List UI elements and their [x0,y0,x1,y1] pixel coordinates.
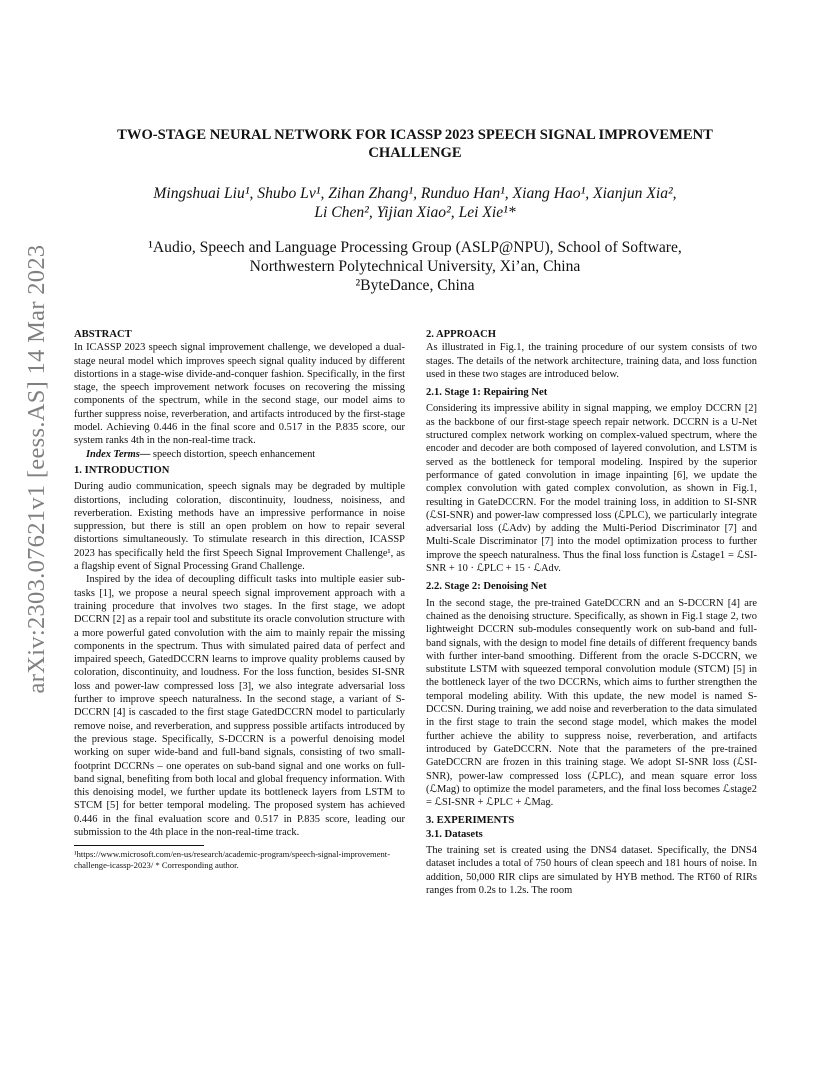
section-2-1-text: Considering its impressive ability in signal mapping, we employ DCCRN [2] as the backbone of our first-stage speech repair network. DCCRN is a U-Net structured complex network working on complex-valued spectrum, where the encoder and decoder are both composed of layered convolution, and LSTM is served as the bottleneck for temporal modeling. Inspired by the superior performance of gated convolution in image inpainting [6], we update the complex convolution with gated complex convolution, as shown in Fig.1, resulting in GateDCCRN. For the model training loss, in addition to SI-SNR (ℒSI-SNR) and power-law compressed loss (ℒPLC), we particularly integrate adversarial loss (ℒAdv) by adding the Multi-Period Discriminator [7] and Multi-Scale Discriminator [7] into the model optimization process to further improve the speech naturalness. Thus the final loss function is ℒstage1 = ℒSI-SNR + 10 · ℒPLC + 15 · ℒAdv. [426,403,757,575]
index-terms-label: Index Terms— [86,448,151,460]
arxiv-id: arXiv:2303.07621v1 [eess.AS] 14 Mar 2023 [23,244,50,693]
right-column [426,328,757,897]
paper-title: TWO-STAGE NEURAL NETWORK FOR ICASSP 2023 SPEECH SIGNAL IMPROVEMENT CHALLENGE [117,127,713,161]
abstract-heading: ABSTRACT [74,329,132,340]
intro-heading: 1. INTRODUCTION [74,464,170,476]
section-2-2-heading: 2.2. Stage 2: Denoising Net [426,581,547,593]
section-2-1-heading: 2.1. Stage 1: Repairing Net [426,387,548,399]
affiliation-3: ²ByteDance, China [355,277,475,294]
affiliations [72,238,758,295]
authors-line-2: Li Chen², Yijian Xiao², Lei Xie¹* [314,204,516,221]
affiliation-2: Northwestern Polytechnical University, Xi’an, China [249,258,581,275]
approach-paragraph: As illustrated in Fig.1, the training procedure of our system consists of two stages. The details of the network architecture, training data, and loss function used in these two stages are introduced below. [426,342,757,380]
intro-paragraph-1: During audio communication, speech signals may be degraded by multiple distortions, including coloration, discontinuity, loudness, noisiness, and reverberation. Existing methods have an impressive performance in noise suppression, but there is still an open problem on how to repair several distortions simultaneously. To stimulate research in this direction, ICASSP 2023 has specifically held the first Speech Signal Improvement Challenge¹, as a flagship event of Signal Processing Grand Challenge. [74,481,405,573]
author-list [72,184,758,222]
intro-paragraph-2: Inspired by the idea of decoupling difficult tasks into multiple easier sub-tasks [1], we propose a neural speech signal improvement approach with a training procedure that involves two stages. In the first stage, we adopt DCCRN [2] as a repair tool and substitute its oracle convolution structure with a more powerful gated convolution with the aim to mainly repair the missing components in the spectrum. Thus with simulated paired data of perfect and impaired speech, GatedDCCRN learns to improve quality problems caused by coloration, discontinuity, and loudness. For the loss function, besides SI-SNR loss and power-law compressed loss [3], we also integrate adversarial loss further to improve speech naturalness. In the second stage, a variant of S-DCCRN [4] is cascaded to the first stage GatedDCCRN model to particularly remove noise, and reverberation, and suppress possible artifacts introduced by the previous stage. Specifically, S-DCCRN is a powerful denoising model working on super wide-band and full-band signals, consisting of two small-footprint DCCRNs – one operates on sub-band signal and one works on full-band signal, benefiting from both local and global frequency information. With this denoising model, we further update its bottleneck layers from LSTM to STCM [5] for better temporal modeling. The proposed system has achieved 0.446 in the final evaluation score and 0.517 in P.835 score, leading our submission to the 4th place in the non-real-time track. [74,574,405,838]
arxiv-watermark [22,244,52,693]
affiliation-1: ¹Audio, Speech and Language Processing Group (ASLP@NPU), School of Software, [148,239,682,256]
section-3-1-heading: 3.1. Datasets [426,828,483,840]
index-terms [74,448,405,461]
experiments-heading: 3. EXPERIMENTS [426,815,515,827]
section-3-1-text: The training set is created using the DNS4 dataset. Specifically, the DNS4 dataset includes a total of 750 hours of clean speech and 181 hours of noise. In addition, 50,000 RIR clips are simulated by HYB method. The RT60 of RIRs ranges from 0.2s to 1.2s. The room [426,844,757,896]
footnote-rule [74,845,204,846]
abstract-text: In ICASSP 2023 speech signal improvement challenge, we developed a dual-stage neural model which improves speech signal quality induced by different distortions in a stage-wise divide-and-conquer fashion. Specifically, in the first stage, the speech improvement network focuses on recovering the missing components of the spectrum, while in the second stage, our model aims to further suppress noise, reverberation, and artifacts introduced by the first-stage model. Achieving 0.446 in the final score and 0.517 in the P.835 score, our system ranks 4th in the non-real-time track. [74,342,405,447]
index-terms-text: speech distortion, speech enhancement [150,448,316,460]
approach-heading: 2. APPROACH [426,329,497,340]
left-column [74,328,405,871]
section-2-2-text: In the second stage, the pre-trained GateDCCRN and an S-DCCRN [4] are chained as the denoising structure. Specifically, as shown in Fig.1 stage 2, two lightweight DCCRN sub-modules consequently work on sub-band and full-band signals, with the design to model fine details of different frequency bands with further inter-band smoothing. Different from the oracle S-DCCRN, we substitute LSTM with squeezed temporal convolution module (STCM) [5] in the bottleneck layer of the two DCCRNs, which aims to further strengthen the temporal modeling ability. With this update, the new model is named S-DCCSN. During training, we add noise and reverberation to the data simulated in the first stage to train the second stage model, which makes the model further achieve the ability to suppress noise, reverberation, and artifacts introduced by GateDCCRN. Note that the parameters of the pre-trained GateDCCRN are frozen in this training stage. We adopt SI-SNR loss (ℒSI-SNR), power-law compressed loss (ℒPLC), and mean square error loss (ℒMag) to optimize the model parameters, and the final loss becomes ℒstage2 = ℒSI-SNR + ℒPLC + ℒMag. [426,597,757,809]
footnote: ¹https://www.microsoft.com/en-us/research/academic-program/speech-signal-improvement-challenge-icassp-2023/ * Corresponding author. [74,849,391,871]
authors-line-1: Mingshuai Liu¹, Shubo Lv¹, Zihan Zhang¹, Runduo Han¹, Xiang Hao¹, Xianjun Xia², [153,185,677,202]
